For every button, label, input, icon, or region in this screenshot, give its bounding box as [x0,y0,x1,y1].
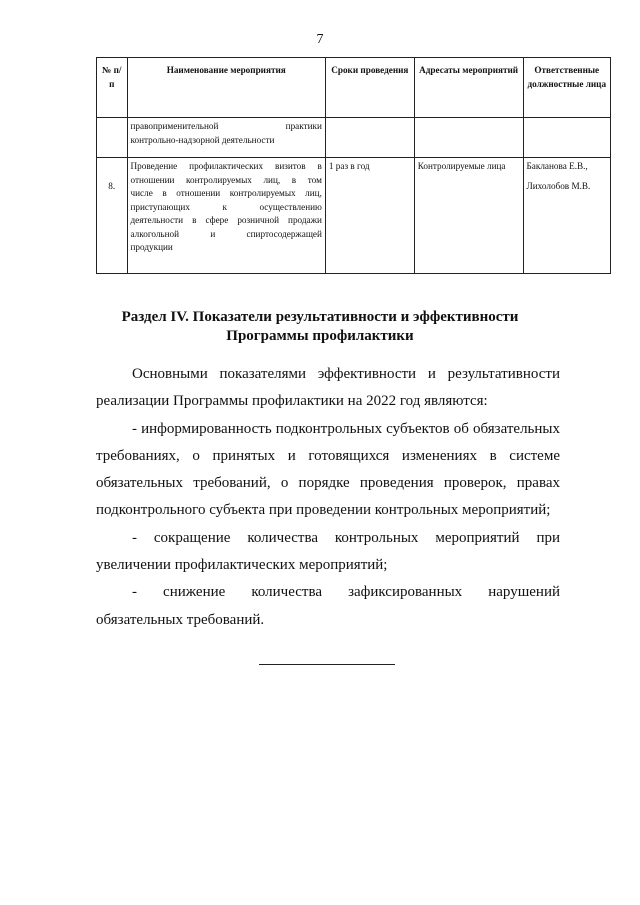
cell-text-line: правоприменительной практики [130,121,322,131]
header-name: Наименование мероприятия [127,58,325,118]
cell-text-line: алкогольной и спиртосодержащей [130,228,322,239]
cell-name [127,158,325,274]
cell-text-line: приступающих к осуществлению [130,201,322,212]
cell-responsible-empty [523,118,611,158]
header-term: Сроки проведения [325,58,414,118]
page-number: 7 [316,32,324,47]
header-num: № п/п [97,58,128,118]
cell-num-empty [97,118,128,158]
header-addressees: Адресаты мероприятий [414,58,523,118]
paragraph: Основными показателями эффективности и результативности реализации Программы профилактики на 2022 год являются: [96,366,560,410]
responsible-person: Лихолобов М.В. [526,180,591,191]
paragraph: - информированность подконтрольных субъектов об обязательных требованиях, о принятых и готовящихся изменениях в системе обязательных требований, о порядке проведения проверок, правах подконтрольного субъекта при проведении контрольных мероприятий; [96,420,560,519]
section-heading-line: Программы профилактики [226,328,414,344]
cell-text-line: деятельности в сфере розничной продажи [130,215,322,225]
body-text [96,361,560,634]
cell-term: 1 раз в год [325,158,414,274]
cell-name-continuation [127,118,325,158]
cell-text-line: отношении контролируемых лиц, в том [130,174,322,185]
cell-responsible [523,158,611,274]
cell-addressees-empty [414,118,523,158]
section-heading [0,308,640,346]
cell-text-line: контрольно-надзорной деятельности [130,134,275,145]
table-row-8 [97,158,611,274]
section-heading-line: Раздел IV. Показатели результативности и эффективности [121,309,519,325]
end-divider [259,664,395,665]
responsible-person: Бакланова Е.В., [526,161,588,171]
events-table [96,57,611,274]
cell-term-empty [325,118,414,158]
cell-addressees: Контролируемые лица [414,158,523,274]
cell-num: 8. [97,158,128,274]
header-responsible: Ответственные должностные лица [523,58,611,118]
paragraph: - снижение количества зафиксированных нарушений обязательных требований. [96,584,560,628]
table-header-row [97,58,611,118]
cell-text-line: продукции [130,242,173,252]
cell-text-line: Проведение профилактических визитов в [130,161,322,171]
table-row-continuation [97,118,611,158]
cell-text-line: числе в отношении контролируемых лиц, [130,188,322,198]
paragraph: - сокращение количества контрольных мероприятий при увеличении профилактических мероприятий; [96,529,560,574]
